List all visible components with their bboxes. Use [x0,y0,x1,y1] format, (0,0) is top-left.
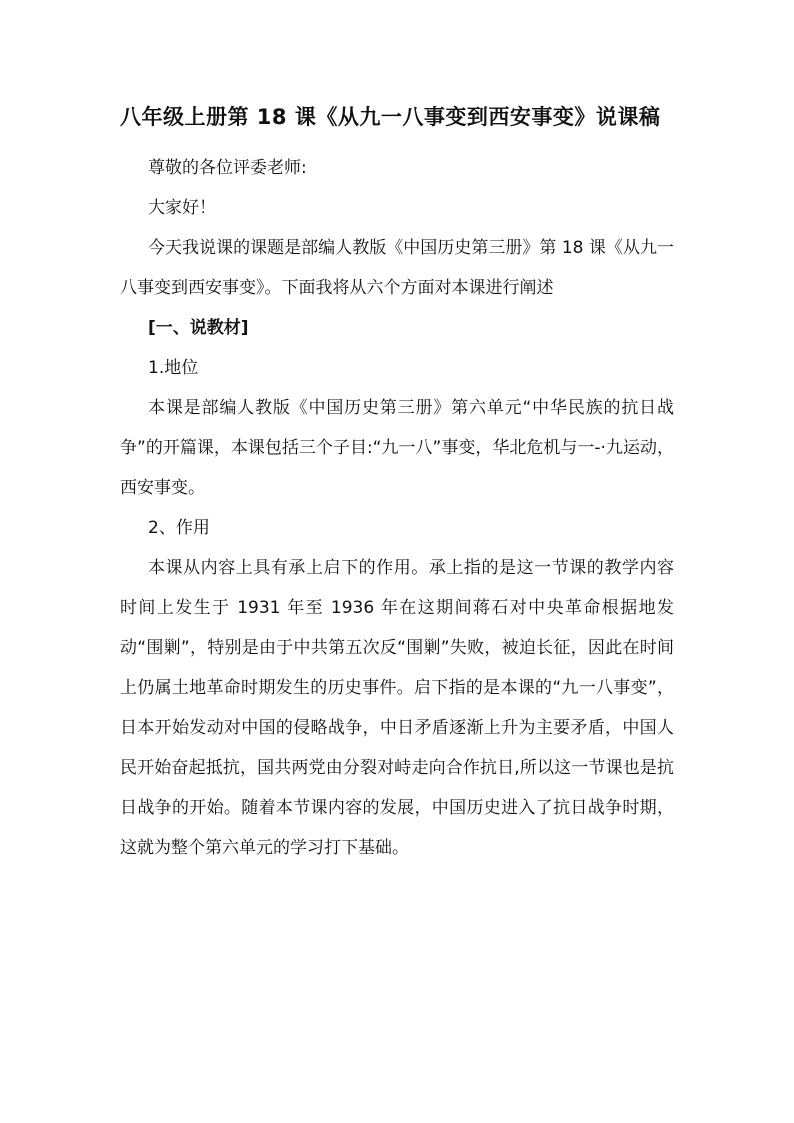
position-paragraph: 本课是部编人教版《中国历史第三册》第六单元“中华民族的抗日战争”的开篇课，本课包括三个子目:“九一八”事变，华北危机与一-·九运动，西安事变。 [120,398,674,498]
greeting: 大家好！ [148,198,216,218]
salutation: 尊敬的各位评委老师: [148,158,307,178]
intro-paragraph: 今天我说课的课题是部编人教版《中国历史第三册》第 18 课《从九一八事变到西安事变》。下面我将从六个方面对本课进行阐述 [120,238,674,298]
section-heading-textbook: [一、说教材] [148,318,249,338]
role-paragraph: 本课从内容上具有承上启下的作用。承上指的是这一节课的教学内容时间上发生于 1931 年至 1936 年在这期间蒋石对中央革命根据地发动“围剿”，特别是由于中共第五次反“围剿”失败，被迫长征，因此在时间上仍属土地革命时期发生的历史事件。启下指的是本课的“九一八事变”，日本开始发动对中国的侵略战争，中日矛盾逐渐上升为主要矛盾，中国人民开始奋起抵抗，国共两党由分裂对峙走向合作抗日,所以这一节课也是抗日战争的开始。随着本节课内容的发展，中国历史进入了抗日战争时期，这就为整个第六单元的学习打下基础。 [120,558,674,858]
subheading-position: 1.地位 [148,358,199,378]
subheading-role: 2、作用 [148,518,210,538]
document-page [120,96,674,868]
document-title: 八年级上册第 18 课《从九一八事变到西安事变》说课稿 [120,105,661,129]
